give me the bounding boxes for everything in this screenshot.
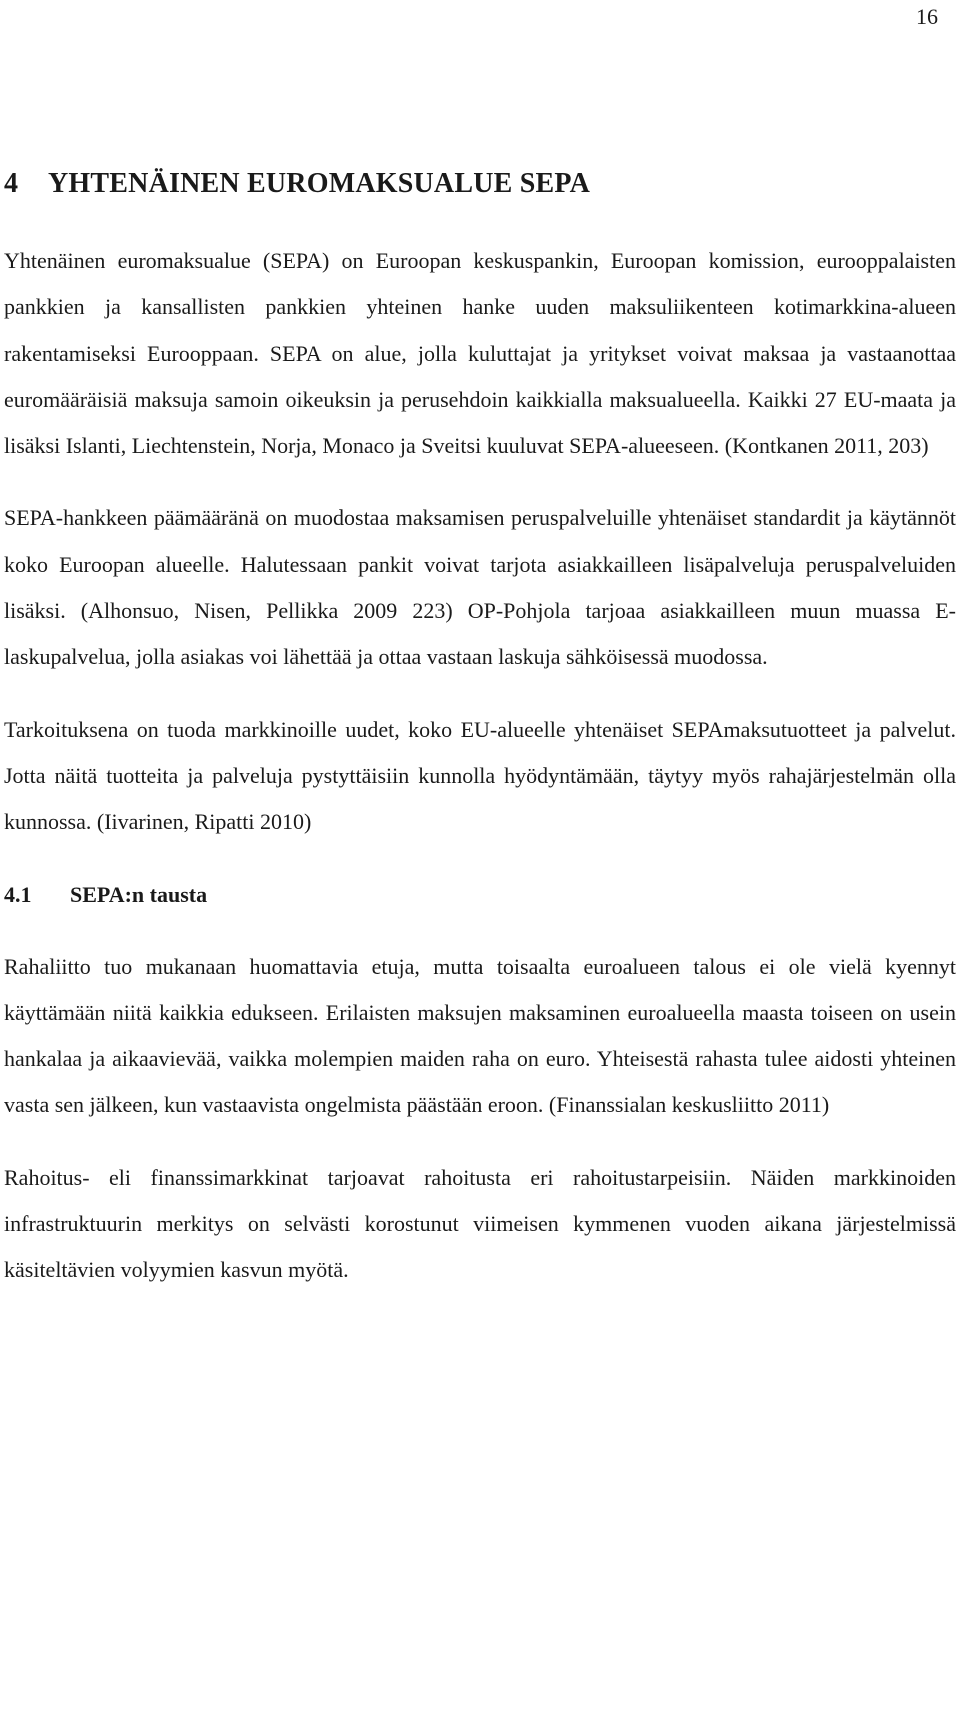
chapter-number: 4	[4, 168, 19, 199]
chapter-heading	[4, 160, 956, 208]
chapter-title: YHTENÄINEN EUROMAKSUALUE SEPA	[48, 168, 591, 199]
section-title: SEPA:n tausta	[70, 881, 208, 907]
section-heading	[4, 872, 956, 918]
paragraph-monetary-union: Rahaliitto tuo mukanaan huomattavia etuja, mutta toisaalta euroalueen talous ei ole vielä kyennyt käyttämään niitä kaikkia edukseen. Erilaisten maksujen maksaminen euroalueella maasta toiseen on usein hankalaa ja aikaavievää, vaikka molempien maiden raha on euro. Yhteisestä rahasta tulee aidosti yhteinen vasta sen jälkeen, kun vastaavista ongelmista päästään eroon. (Finanssialan keskusliitto 2011)	[4, 953, 956, 1118]
document-body	[4, 160, 956, 1320]
paragraph-sepa-goal: SEPA-hankkeen päämääränä on muodostaa maksamisen peruspalveluille yhtenäiset standardit ja käytännöt koko Euroopan alueelle. Halutessaan pankit voivat tarjota asiakkailleen lisäpalveluja peruspalveluiden lisäksi. (Alhonsuo, Nisen, Pellikka 2009 223) OP-Pohjola tarjoaa asiakkailleen muun muassa E-laskupalvelua, jolla asiakas voi lähettää ja ottaa vastaan laskuja sähköisessä muodossa.	[4, 505, 956, 670]
paragraph-financial-markets: Rahoitus- eli finanssimarkkinat tarjoavat rahoitusta eri rahoitustarpeisiin. Näiden markkinoiden infrastruktuurin merkitys on selvästi korostunut viimeisen kymmenen vuoden aikana järjestelmissä käsiteltävien volyymien kasvun myötä.	[4, 1164, 956, 1283]
section-number: 4.1	[4, 881, 32, 907]
paragraph-sepa-purpose: Tarkoituksena on tuoda markkinoille uudet, koko EU-alueelle yhtenäiset SEPAmaksutuotteet ja palvelut. Jotta näitä tuotteita ja palveluja pystyttäisiin kunnolla hyödyntämään, täytyy myös rahajärjestelmän olla kunnossa. (Iivarinen, Ripatti 2010)	[4, 716, 956, 835]
page-number: 16	[916, 4, 938, 29]
paragraph-sepa-definition: Yhtenäinen euromaksualue (SEPA) on Euroopan keskuspankin, Euroopan komission, eurooppalaisten pankkien ja kansallisten pankkien yhteinen hanke uuden maksuliikenteen kotimarkkina-alueen rakentamiseksi Eurooppaan. SEPA on alue, jolla kuluttajat ja yritykset voivat maksaa ja vastaanottaa euromääräisiä maksuja samoin oikeuksin ja perusehdoin kaikkialla maksualueella. Kaikki 27 EU-maata ja lisäksi Islanti, Liechtenstein, Norja, Monaco ja Sveitsi kuuluvat SEPA-alueeseen. (Kontkanen 2011, 203)	[4, 248, 956, 459]
